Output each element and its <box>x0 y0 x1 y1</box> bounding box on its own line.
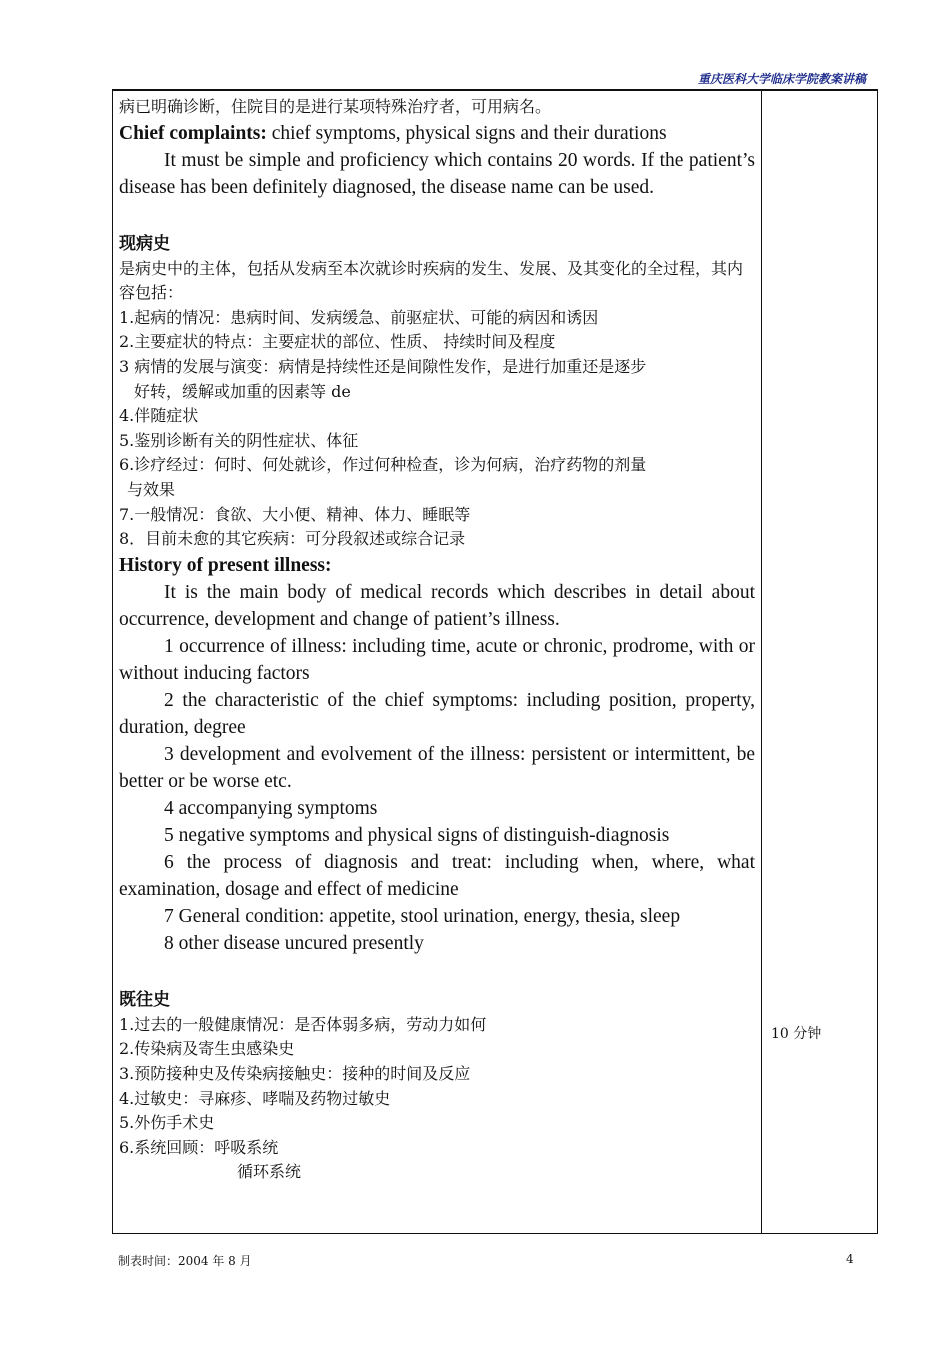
hpi-zh-title: 现病史 <box>119 233 170 254</box>
spacer <box>119 201 755 231</box>
hpi-zh-item: 1.起病的情况：患病时间、发病缓急、前驱症状、可能的病因和诱因 <box>119 307 599 327</box>
chief-complaints-paragraph: It must be simple and proficiency which contains 20 words. If the patient’s disease has been definitely diagnosed, the disease name can be used. <box>119 149 755 198</box>
hpi-zh-item: 2.主要症状的特点：主要症状的部位、性质、 持续时间及程度 <box>119 332 556 352</box>
document-header-title: 重庆医科大学临床学院教案讲稿 <box>697 72 866 86</box>
hpi-en-item: 1 occurrence of illness: including time, acute or chronic, prodrome, with or without inducing factors <box>119 635 755 684</box>
hpi-en-item: 3 development and evolvement of the illness: persistent or intermittent, be better or be worse etc. <box>119 743 755 792</box>
hpi-en-title: History of present illness: <box>119 554 332 576</box>
chief-complaints-label: Chief complaints: <box>119 122 267 144</box>
hpi-en-item: 6 the process of diagnosis and treat: including when, where, what examination, dosage and effect of medicine <box>119 851 755 900</box>
hpi-en-item: 4 accompanying symptoms <box>164 797 378 819</box>
content-cell <box>119 95 755 1185</box>
hpi-en-item: 8 other disease uncured presently <box>164 932 424 954</box>
chief-complaints-text: chief symptoms, physical signs and their durations <box>266 122 667 144</box>
past-history-item: 5.外伤手术史 <box>119 1113 215 1133</box>
lecture-table <box>112 91 878 1234</box>
past-history-item: 1.过去的一般健康情况：是否体弱多病，劳动力如何 <box>119 1014 487 1034</box>
past-history-item: 2.传染病及寄生虫感染史 <box>119 1039 295 1059</box>
past-history-item: 4.过敏史：寻麻疹、哮喘及药物过敏史 <box>119 1088 391 1108</box>
past-history-item: 循环系统 <box>237 1162 302 1182</box>
past-history-item: 3.预防接种史及传染病接触史：接种的时间及反应 <box>119 1063 471 1083</box>
hpi-zh-item: 与效果 <box>127 479 176 499</box>
time-allocation: 10 分钟 <box>771 1026 822 1042</box>
hpi-en-intro: It is the main body of medical records which describes in detail about occurrence, development and change of patient’s illness. <box>119 581 755 630</box>
hpi-zh-item: 7.一般情况：食欲、大小便、精神、体力、睡眠等 <box>119 504 471 524</box>
column-divider <box>761 91 762 1233</box>
hpi-en-item: 2 the characteristic of the chief symptoms: including position, property, duration, degree <box>119 689 755 738</box>
chief-complaints-line <box>119 120 755 147</box>
past-history-item: 6.系统回顾：呼吸系统 <box>119 1137 279 1157</box>
hpi-zh-item: 6.诊疗经过：何时、何处就诊，作过何种检查，诊为何病，治疗药物的剂量 <box>119 455 647 475</box>
hpi-zh-item: 4.伴随症状 <box>119 406 199 426</box>
intro-line: 病已明确诊断，住院目的是进行某项特殊治疗者，可用病名。 <box>119 97 552 116</box>
spacer <box>119 957 755 987</box>
hpi-zh-item: 8．目前未愈的其它疾病：可分段叙述或综合记录 <box>119 529 466 549</box>
hpi-zh-intro: 是病史中的主体，包括从发病至本次就诊时疾病的发生、发展、及其变化的全过程，其内容包括： <box>119 258 744 303</box>
page-number: 4 <box>846 1252 854 1266</box>
hpi-zh-item: 5.鉴别诊断有关的阴性症状、体征 <box>119 430 359 450</box>
hpi-en-item: 7 General condition: appetite, stool urination, energy, thesia, sleep <box>164 905 681 927</box>
past-history-title: 既往史 <box>119 989 170 1010</box>
hpi-en-item: 5 negative symptoms and physical signs of distinguish-diagnosis <box>164 824 670 846</box>
footer-made-time: 制表时间：2004 年 8 月 <box>118 1254 252 1268</box>
hpi-zh-item: 好转，缓解或加重的因素等 de <box>134 381 351 401</box>
hpi-zh-item: 3 病情的发展与演变：病情是持续性还是间隙性发作，是进行加重还是逐步 <box>119 356 647 376</box>
